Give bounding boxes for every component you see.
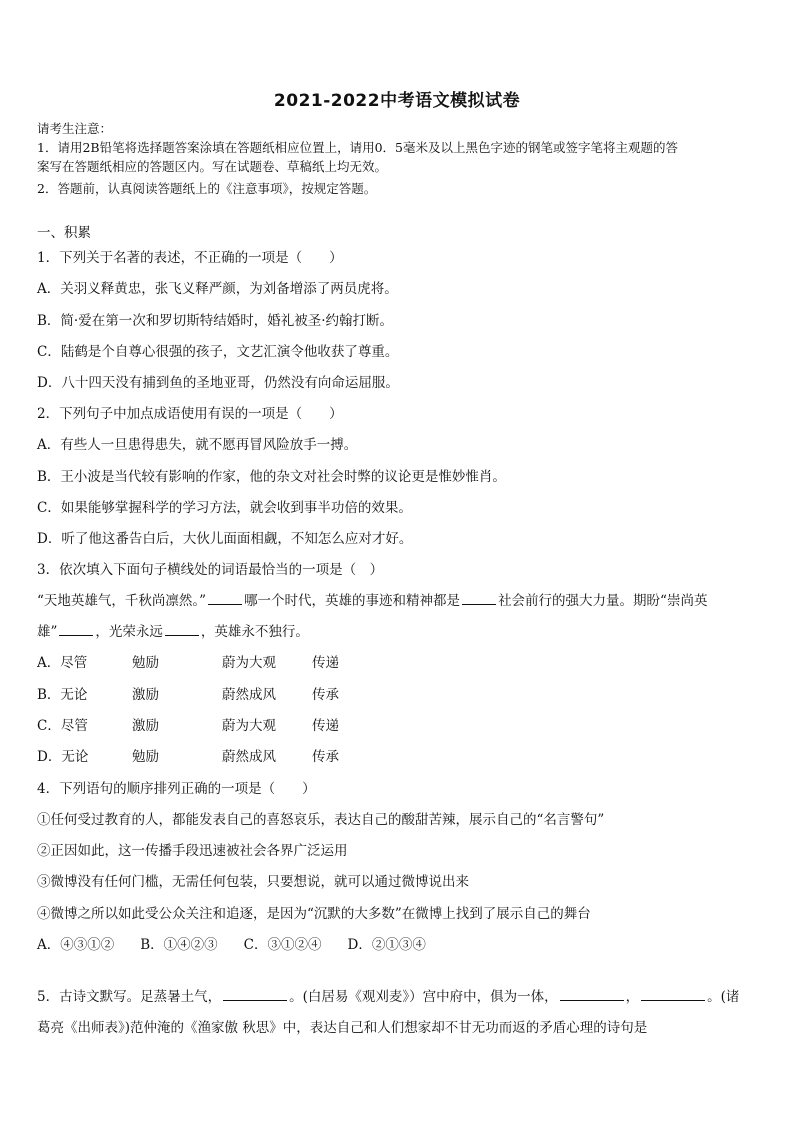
fill-blank[interactable] xyxy=(165,623,199,636)
notice-heading: 请考生注意： xyxy=(37,121,113,136)
page-title: 2021-2022中考语文模拟试卷 xyxy=(273,91,521,111)
q3-option-word: 传递 xyxy=(312,655,339,671)
q2-option-c: C．如果能够掌握科学的学习方法，就会收到事半功倍的效果。 xyxy=(37,500,412,516)
q5-part: 。(诸 xyxy=(707,989,740,1005)
q3-option-row xyxy=(37,748,339,766)
q3-option-row xyxy=(37,654,339,672)
q3-option-word: 勉励 xyxy=(132,655,159,671)
section-heading: 一、积累 xyxy=(37,225,91,241)
q3-stem: 3．依次填入下面句子横线处的词语最恰当的一项是（ ） xyxy=(37,562,384,578)
q1-option-c: C．陆鹤是个自尊心很强的孩子，文艺汇演令他收获了尊重。 xyxy=(37,344,399,360)
fill-blank[interactable] xyxy=(208,592,242,605)
q4-sentence-2: ②正因如此，这一传播手段迅速被社会各界广泛运用 xyxy=(37,843,348,859)
q4-stem: 4．下列语句的顺序排列正确的一项是（ ） xyxy=(37,781,316,797)
q3-option-word: 勉励 xyxy=(132,749,159,765)
q3-passage-part: ，英雄永不独行。 xyxy=(200,624,309,640)
q5-part: 。(白居易《观刈麦》）宫中府中，俱为一体， xyxy=(289,989,558,1005)
q1-option-d: D．八十四天没有捕到鱼的圣地亚哥，仍然没有向命运屈服。 xyxy=(37,375,399,391)
q3-option-word: 传承 xyxy=(312,687,339,703)
q3-option-label: B．无论 xyxy=(37,687,88,703)
q4-option-a: A．④③①② xyxy=(37,937,115,953)
q4-sentence-3: ③微博没有任何门槛，无需任何包装，只要想说，就可以通过微博说出来 xyxy=(37,874,469,890)
q3-passage-line-1 xyxy=(37,592,759,610)
q3-option-word: 蔚然成风 xyxy=(222,687,276,703)
q3-option-word: 传承 xyxy=(312,749,339,765)
q3-option-label: A．尽管 xyxy=(37,655,88,671)
q5-part: ， xyxy=(625,989,640,1005)
q3-passage-part: 社会前行的强大力量。期盼“崇尚英 xyxy=(498,593,708,609)
q3-option-word: 蔚为大观 xyxy=(222,718,276,734)
q3-option-word: 蔚然成风 xyxy=(222,749,276,765)
q3-option-word: 传递 xyxy=(312,718,339,734)
q4-sentence-4: ④微博之所以如此受公众关注和追逐，是因为“沉默的大多数”在微博上找到了展示自己的舞台 xyxy=(37,906,591,922)
q3-passage-part: ，光荣永远 xyxy=(95,624,163,640)
q4-option-d: D．②①③④ xyxy=(347,937,426,953)
q5-part: 5．古诗文默写。足蒸暑土气， xyxy=(37,989,222,1005)
q3-option-word: 激励 xyxy=(132,718,159,734)
q3-passage-part: 哪一个时代，英雄的事迹和精神都是 xyxy=(244,593,461,609)
q2-option-d: D．听了他这番告白后，大伙儿面面相觑，不知怎么应对才好。 xyxy=(37,531,413,547)
q1-option-a: A．关羽义释黄忠，张飞义释严颜，为刘备增添了两员虎将。 xyxy=(37,281,398,297)
notice-item-1a: 1．请用2B铅笔将选择题答案涂填在答题纸相应位置上，请用0．5毫米及以上黑色字迹的钢笔或签字笔将主观题的答 xyxy=(37,140,678,155)
q3-passage-part: 雄” xyxy=(37,624,58,640)
q3-option-row xyxy=(37,686,339,704)
q4-option-b: B．①④②③ xyxy=(140,937,218,953)
notice-item-2: 2．答题前，认真阅读答题纸上的《注意事项》，按规定答题。 xyxy=(37,181,377,196)
q4-options xyxy=(37,936,759,954)
q4-sentence-1: ①任何受过教育的人，都能发表自己的喜怒哀乐，表达自己的酸甜苦辣，展示自己的“名言警句” xyxy=(37,812,605,828)
q4-option-c: C．③①②④ xyxy=(243,937,322,953)
q2-option-b: B．王小波是当代较有影响的作家，他的杂文对社会时弊的议论更是惟妙惟肖。 xyxy=(37,469,506,485)
q2-option-a: A．有些人一旦患得患失，就不愿再冒风险放手一搏。 xyxy=(37,437,358,453)
fill-blank[interactable] xyxy=(462,592,496,605)
q3-option-label: C．尽管 xyxy=(37,718,88,734)
q5-line-2: 葛亮《出师表》)范仲淹的《渔家傲 秋思》中，表达自己和人们想家却不甘无功而返的矛盾心理的诗句是 xyxy=(37,1020,648,1036)
q1-option-b: B．简·爱在第一次和罗切斯特结婚时，婚礼被圣·约翰打断。 xyxy=(37,313,394,329)
fill-blank[interactable] xyxy=(223,988,287,1001)
fill-blank[interactable] xyxy=(560,988,624,1001)
q3-option-row xyxy=(37,717,339,735)
fill-blank[interactable] xyxy=(641,988,705,1001)
q1-stem: 1．下列关于名著的表述，不正确的一项是（ ） xyxy=(37,250,343,266)
fill-blank[interactable] xyxy=(59,623,93,636)
notice-item-1b: 案写在答题纸相应的答题区内。写在试题卷、草稿纸上均无效。 xyxy=(37,159,388,174)
q3-option-word: 蔚为大观 xyxy=(222,655,276,671)
q3-option-word: 激励 xyxy=(132,687,159,703)
q5-line-1 xyxy=(37,988,759,1006)
q2-stem: 2．下列句子中加点成语使用有误的一项是（ ） xyxy=(37,406,343,422)
q3-passage-part: “天地英雄气，千秋尚凛然。” xyxy=(37,593,207,609)
q3-option-label: D．无论 xyxy=(37,749,89,765)
q3-passage-line-2 xyxy=(37,623,759,641)
